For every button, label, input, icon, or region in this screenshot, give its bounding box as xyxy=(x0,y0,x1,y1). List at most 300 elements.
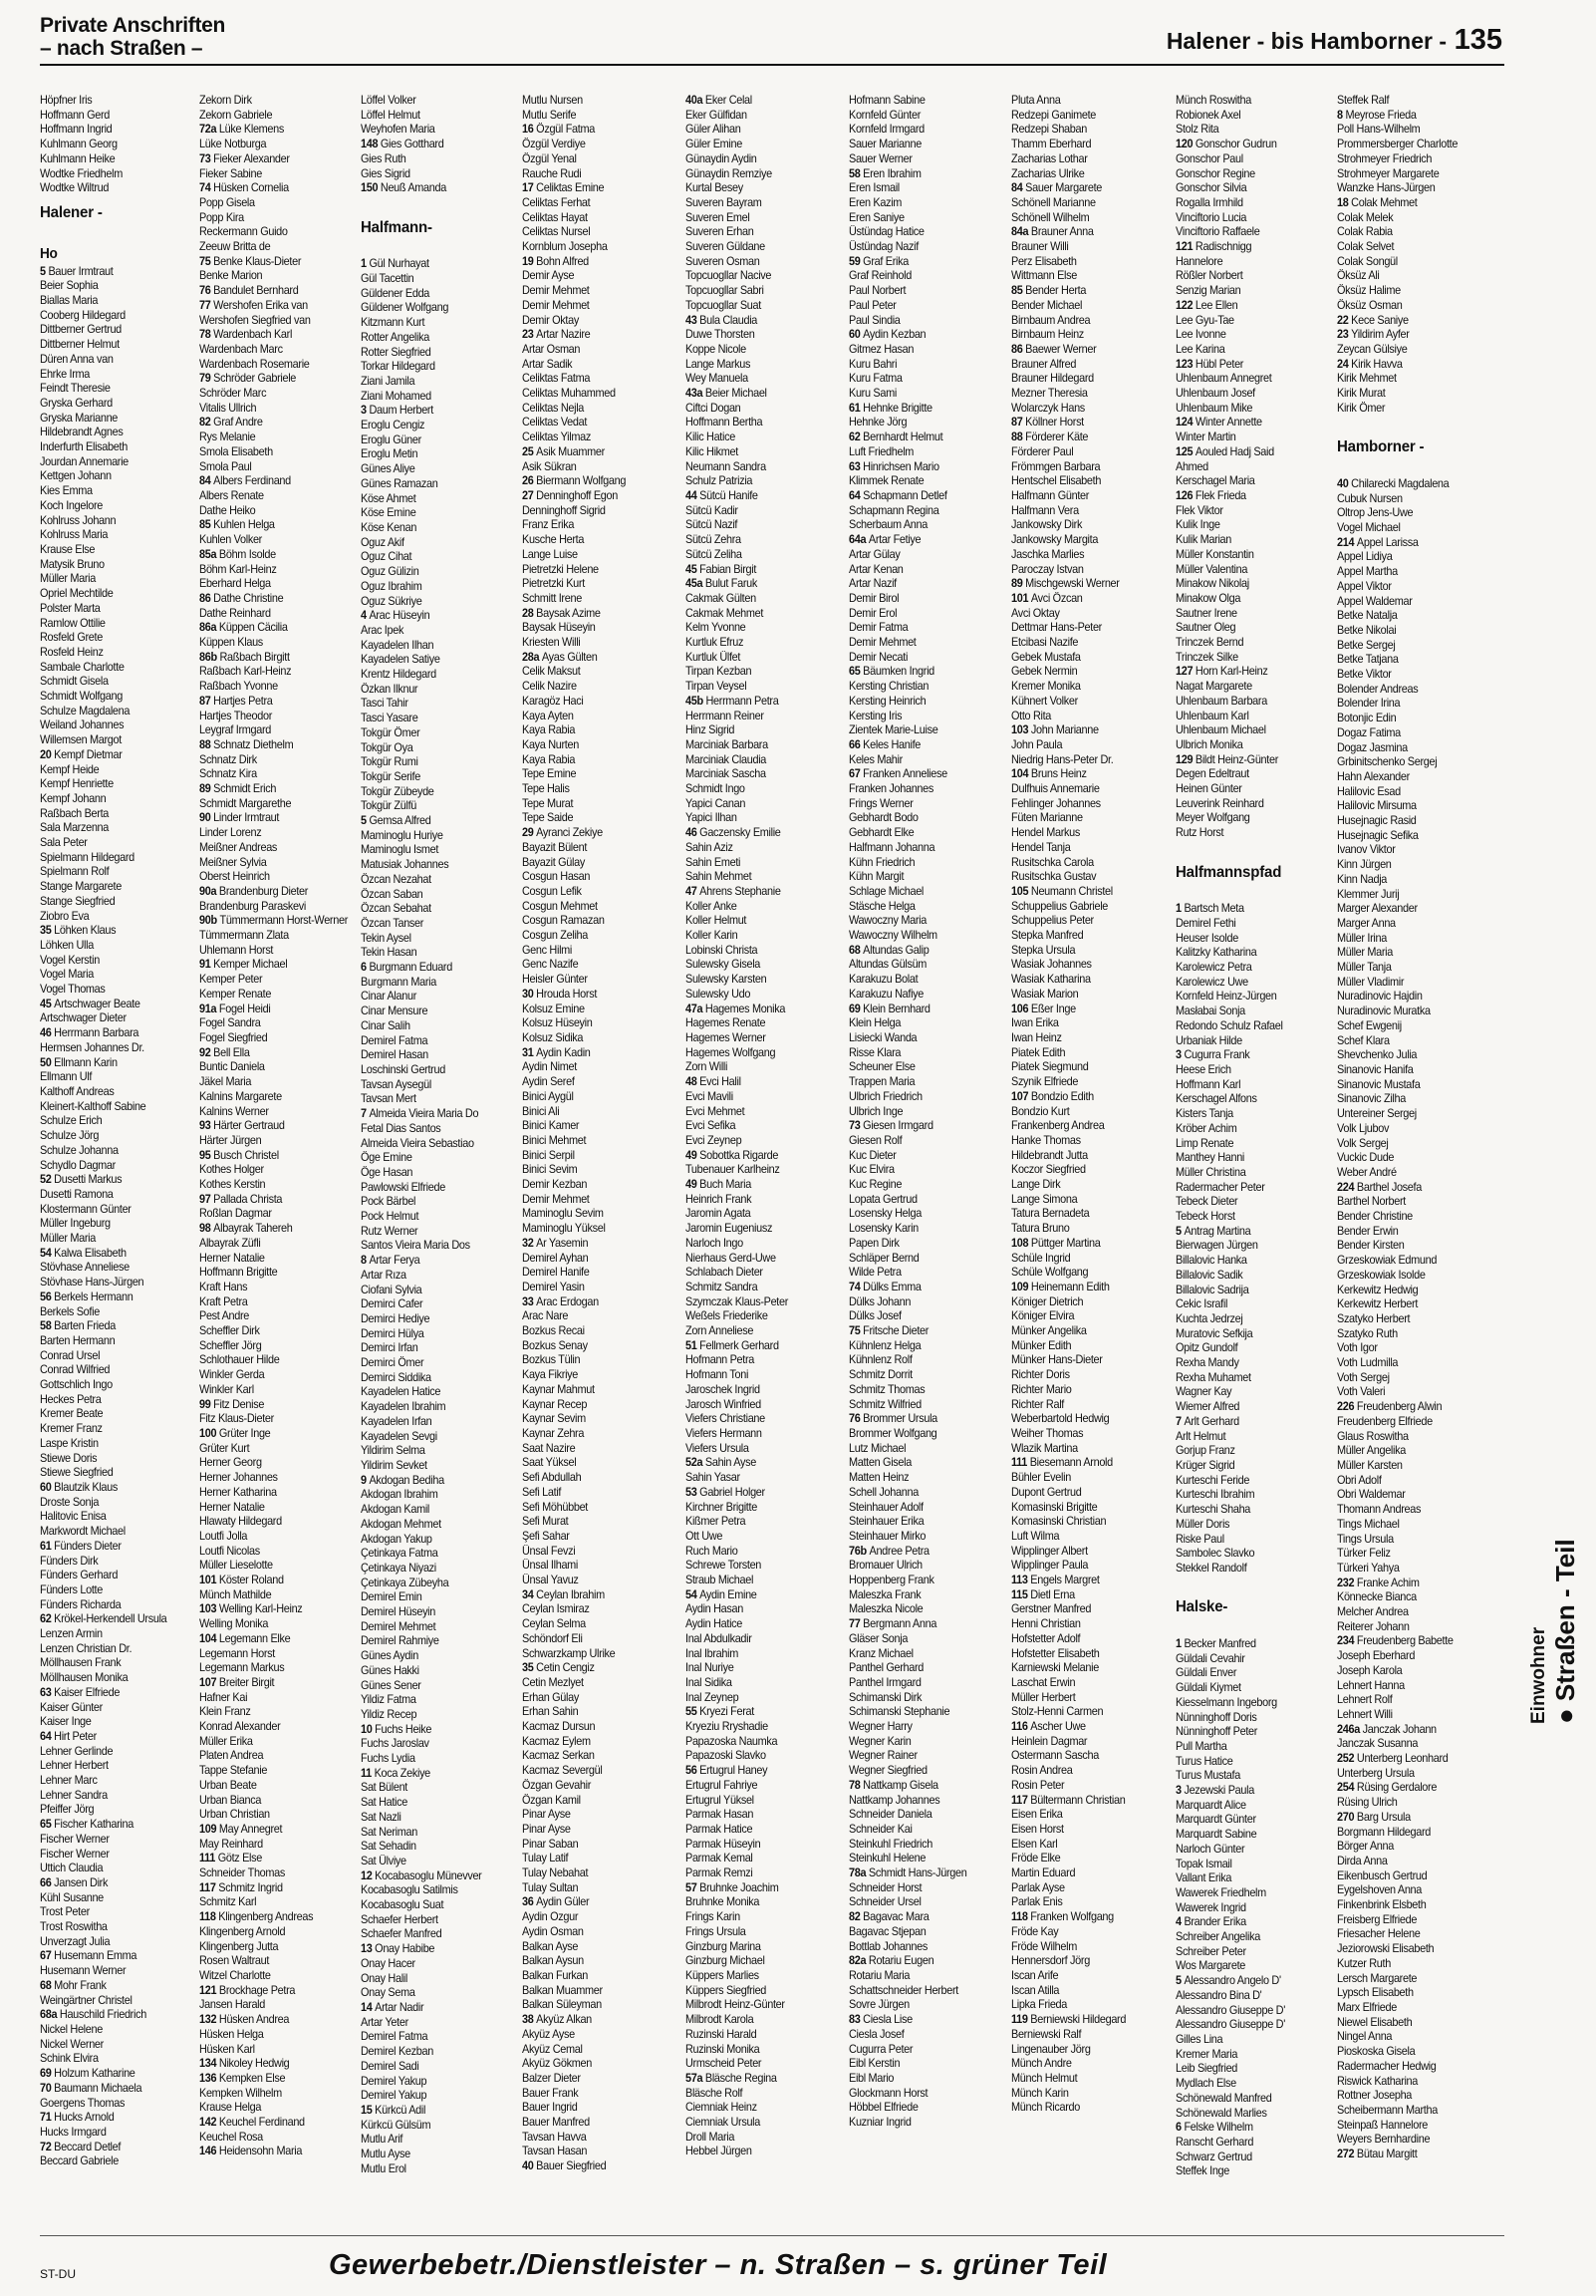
directory-entry: Tirpan Veysel xyxy=(685,680,747,694)
directory-entry: Stolz Rita xyxy=(1176,123,1219,137)
directory-entry: Akyüz Ayse xyxy=(522,2027,575,2041)
directory-entry: 104 Bruns Heinz xyxy=(1011,767,1087,781)
directory-entry: Sulewsky Karsten xyxy=(685,973,767,987)
directory-entry: Höpfner Iris xyxy=(40,94,93,107)
directory-entry: Marquardt Günter xyxy=(1176,1813,1256,1827)
directory-entry: Pest Andre xyxy=(199,1309,250,1323)
directory-entry: Hagemes Renate xyxy=(685,1016,766,1030)
directory-entry: Bruhnke Monika xyxy=(685,1895,760,1909)
directory-entry: Birnbaum Andrea xyxy=(1011,313,1091,327)
directory-entry: Rößler Norbert xyxy=(1176,269,1243,283)
house-number: 10 xyxy=(361,1722,376,1736)
directory-entry: 1 Bartsch Meta xyxy=(1176,902,1244,916)
directory-entry: Steinpaß Hannelore xyxy=(1337,2118,1429,2132)
directory-entry: Betke Tatjana xyxy=(1337,653,1399,667)
directory-entry: Alessandro Giuseppe D' xyxy=(1176,2018,1285,2032)
house-number: 111 xyxy=(1011,1456,1030,1470)
house-number: 85 xyxy=(199,518,214,532)
directory-entry: Kuhlmann Heike xyxy=(40,151,116,165)
directory-entry: Vogel Maria xyxy=(40,968,94,982)
house-number: 101 xyxy=(199,1574,219,1587)
directory-entry: Fünders Gerhard xyxy=(40,1569,119,1582)
directory-entry: Kraft Hans xyxy=(199,1280,248,1293)
side-tab-line2: ● Straßen - Teil xyxy=(1550,1539,1580,1724)
directory-entry: Ahmed xyxy=(1176,459,1208,473)
house-number: 116 xyxy=(1011,1720,1031,1734)
directory-entry: Tatura Bruno xyxy=(1011,1222,1070,1236)
directory-entry: 107 Bondzio Edith xyxy=(1011,1089,1094,1103)
directory-entry: Szymczak Klaus-Peter xyxy=(685,1294,789,1308)
directory-entry: John Paula xyxy=(1011,737,1063,751)
directory-entry: 118 Klingenberg Andreas xyxy=(199,1910,314,1924)
directory-entry: 86 Baewer Werner xyxy=(1011,342,1097,356)
directory-entry: Grbinitschenko Sergej xyxy=(1337,755,1438,769)
directory-entry: Kayadelen Ilhan xyxy=(361,638,434,652)
directory-entry: 60 Blautzik Klaus xyxy=(40,1480,119,1494)
directory-entry: Legemann Horst xyxy=(199,1646,275,1660)
directory-entry: Richter Ralf xyxy=(1011,1397,1064,1411)
directory-entry: Kurtluk Ülfet xyxy=(685,650,741,664)
directory-entry: Conrad Ursel xyxy=(40,1348,101,1362)
directory-entry: 86b Raßbach Birgitt xyxy=(199,650,290,664)
directory-entry: Fünders Dirk xyxy=(40,1554,99,1568)
directory-entry: Ünsal Fevzi xyxy=(522,1544,576,1558)
directory-entry: Narloch Günter xyxy=(1176,1842,1245,1856)
directory-entry: 1 Gül Nurhayat xyxy=(361,257,429,271)
directory-entry: Sahin Aziz xyxy=(685,840,733,854)
directory-entry: Hendel Markus xyxy=(1011,826,1081,840)
directory-entry: Zekorn Gabriele xyxy=(199,108,273,122)
directory-entry: Lisiecki Wanda xyxy=(849,1031,918,1044)
directory-entry: Riske Paul xyxy=(1176,1532,1224,1546)
directory-entry: Komasinski Brigitte xyxy=(1011,1500,1098,1514)
directory-entry: Kuru Sami xyxy=(849,387,897,401)
directory-entry: Wipplinger Albert xyxy=(1011,1544,1088,1558)
directory-entry: Karolewicz Petra xyxy=(1176,961,1252,975)
directory-entry: Ruzinski Harald xyxy=(685,2027,757,2041)
directory-entry: Vallant Erika xyxy=(1176,1871,1232,1885)
directory-entry: Etcibasi Nazife xyxy=(1011,636,1079,650)
directory-entry: 150 Neuß Amanda xyxy=(361,181,446,195)
directory-entry: Kothes Kerstin xyxy=(199,1178,266,1192)
directory-entry: Halitovic Enisa xyxy=(40,1510,107,1524)
directory-entry: Rusitschka Carola xyxy=(1011,855,1094,869)
directory-entry: 93 Härter Gertraud xyxy=(199,1119,285,1133)
directory-entry: Lypsch Elisabeth xyxy=(1337,1986,1414,2000)
directory-entry: 95 Busch Christel xyxy=(199,1148,279,1162)
directory-entry: Balkan Süleyman xyxy=(522,1998,602,2012)
directory-entry: Schef Klara xyxy=(1337,1033,1390,1047)
directory-entry: Topcuogllar Sabri xyxy=(685,284,764,298)
directory-entry: Schröder Marc xyxy=(199,387,267,401)
directory-entry: Güldener Wolfgang xyxy=(361,301,449,315)
directory-entry: Cugurra Peter xyxy=(849,2042,914,2056)
header-line-1: Private Anschriften xyxy=(40,14,226,37)
directory-entry: Nickel Helene xyxy=(40,2023,103,2036)
directory-entry: Bender Kirsten xyxy=(1337,1239,1405,1253)
directory-entry: Piatek Edith xyxy=(1011,1045,1066,1059)
directory-entry: 12 Kocabasoglu Münevver xyxy=(361,1868,482,1882)
directory-entry: Hoffmann Bertha xyxy=(685,416,763,430)
directory-entry: Tokgür Zübeyde xyxy=(361,784,434,798)
directory-entry: Sambolec Slavko xyxy=(1176,1547,1255,1561)
house-number: 61 xyxy=(849,401,864,415)
directory-entry: Özkan Ilknur xyxy=(361,682,418,696)
directory-entry: Legemann Markus xyxy=(199,1661,285,1675)
directory-entry: Schönell Marianne xyxy=(1011,195,1096,209)
directory-entry: 56 Ertugrul Haney xyxy=(685,1764,768,1778)
house-number: 107 xyxy=(199,1675,219,1689)
directory-entry: Kirik Ömer xyxy=(1337,401,1386,415)
directory-entry: Demir Necati xyxy=(849,650,909,664)
directory-entry: Wlazik Martina xyxy=(1011,1441,1078,1455)
directory-entry: Kremer Maria xyxy=(1176,2047,1238,2061)
house-number: 119 xyxy=(1011,2013,1031,2027)
directory-entry: Frömmgen Barbara xyxy=(1011,459,1101,473)
directory-entry: Szynik Elfriede xyxy=(1011,1075,1079,1089)
directory-entry: Laspe Kristin xyxy=(40,1436,99,1450)
directory-entry: 101 Avci Özcan xyxy=(1011,591,1083,605)
house-number: 58 xyxy=(849,166,864,180)
directory-entry: Uhlenbaum Karl xyxy=(1176,709,1249,722)
directory-entry: 61 Hehnke Brigitte xyxy=(849,401,932,415)
directory-entry: Lobinski Christa xyxy=(685,943,758,957)
house-number: 109 xyxy=(1011,1280,1031,1293)
directory-entry: Saat Nazire xyxy=(522,1441,576,1455)
directory-entry: Bozkus Tülin xyxy=(522,1353,581,1367)
directory-entry: Krentz Hildegard xyxy=(361,668,436,682)
directory-entry: Öksüz Ali xyxy=(1337,269,1380,283)
directory-entry: Gebhardt Bodo xyxy=(849,811,919,825)
directory-entry: Brandenburg Paraskevi xyxy=(199,899,306,913)
directory-entry: Sambale Charlotte xyxy=(40,660,125,674)
house-number: 73 xyxy=(199,151,214,165)
directory-entry: Loschinski Gertrud xyxy=(361,1063,445,1076)
house-number: 40 xyxy=(522,2159,537,2173)
directory-entry: 23 Yildirim Ayfer xyxy=(1337,328,1410,342)
directory-entry: Appel Waldemar xyxy=(1337,594,1413,608)
directory-entry: Halfmann Johanna xyxy=(849,840,935,854)
house-number: 84 xyxy=(199,474,214,488)
directory-entry: Çetinkaya Zübeyha xyxy=(361,1576,449,1589)
directory-entry: Kryeziu Rryshadie xyxy=(685,1720,768,1734)
directory-entry: Demirel Kezban xyxy=(361,2045,433,2059)
directory-entry: 232 Franke Achim xyxy=(1337,1576,1420,1589)
directory-entry: 9 Akdogan Bediha xyxy=(361,1473,444,1487)
directory-entry: Tümmermann Zlata xyxy=(199,929,289,943)
directory-entry: 113 Engels Margret xyxy=(1011,1574,1100,1587)
directory-entry: Klein Helga xyxy=(849,1016,902,1030)
directory-entry: Trinczek Bernd xyxy=(1176,636,1244,650)
directory-entry: Küppers Marlies xyxy=(685,1969,759,1982)
directory-entry: Kohlruss Maria xyxy=(40,528,109,542)
directory-entry: 30 Hrouda Horst xyxy=(522,987,598,1001)
directory-entry: Cinar Alanur xyxy=(361,990,417,1004)
directory-entry: Fischer Werner xyxy=(40,1847,110,1861)
directory-entry: Zacharias Ulrike xyxy=(1011,166,1085,180)
directory-entry: Schapmann Regina xyxy=(849,503,939,517)
house-number: 68 xyxy=(40,1978,55,1992)
directory-entry: Höbbel Elfriede xyxy=(849,2101,919,2115)
directory-entry: Kirik Murat xyxy=(1337,387,1386,401)
directory-entry: Sala Peter xyxy=(40,836,88,850)
directory-entry: 246a Janczak Johann xyxy=(1337,1722,1437,1736)
directory-entry: Ruzinski Monika xyxy=(685,2042,760,2056)
directory-entry: Ranscht Gerhard xyxy=(1176,2135,1254,2149)
directory-entry: Schlage Michael xyxy=(849,884,925,898)
directory-entry: Günes Sener xyxy=(361,1678,421,1692)
directory-entry: 58 Barten Frieda xyxy=(40,1319,116,1333)
directory-entry: Szatyko Ruth xyxy=(1337,1326,1398,1340)
directory-entry: Günaydin Aydin xyxy=(685,151,757,165)
page-number: 135 xyxy=(1454,24,1502,56)
directory-entry: Çetinkaya Niyazi xyxy=(361,1561,436,1575)
directory-entry: Halilovic Mirsuma xyxy=(1337,799,1417,813)
directory-entry: Kerschagel Alfons xyxy=(1176,1092,1257,1106)
directory-entry: Evci Sefika xyxy=(685,1119,736,1133)
directory-entry: Pock Bärbel xyxy=(361,1195,416,1209)
house-number: 121 xyxy=(199,1983,219,1997)
house-number: 101 xyxy=(1011,591,1031,605)
directory-entry: 117 Schmitz Ingrid xyxy=(199,1880,283,1894)
house-number: 122 xyxy=(1176,298,1196,312)
house-number: 103 xyxy=(199,1602,219,1616)
directory-entry: Wardenbach Marc xyxy=(199,342,283,356)
directory-entry: Wanzke Hans-Jürgen xyxy=(1337,181,1436,195)
house-number: 49 xyxy=(685,1148,700,1162)
house-number: 234 xyxy=(1337,1634,1357,1648)
house-number: 38 xyxy=(522,2013,537,2027)
directory-entry: Müller Maria xyxy=(40,572,97,586)
directory-entry: Topcuogllar Suat xyxy=(685,298,761,312)
directory-entry: Wilde Petra xyxy=(849,1266,902,1280)
house-number: 7 xyxy=(361,1107,370,1121)
directory-entry: Wodtke Friedhelm xyxy=(40,166,123,180)
directory-entry: 78 Wardenbach Karl xyxy=(199,328,293,342)
street-heading: Halener - xyxy=(40,203,103,221)
directory-entry: Gies Sigrid xyxy=(361,166,410,180)
house-number: 4 xyxy=(1176,1915,1185,1929)
directory-entry: Birnbaum Heinz xyxy=(1011,328,1084,342)
directory-entry: Redzepi Ganimete xyxy=(1011,108,1097,122)
directory-entry: Pluta Anna xyxy=(1011,94,1061,107)
directory-entry: Tubenauer Karlheinz xyxy=(685,1163,780,1177)
directory-entry: Wawerek Ingrid xyxy=(1176,1900,1246,1914)
house-number: 76 xyxy=(199,284,214,298)
house-number: 47 xyxy=(685,884,700,898)
directory-entry: Ünsal Yavuz xyxy=(522,1574,579,1587)
directory-entry: Pawlowski Elfriede xyxy=(361,1180,445,1194)
directory-entry: Kuzniar Ingrid xyxy=(849,2116,912,2130)
directory-entry: Schimanski Stephanie xyxy=(849,1705,950,1719)
directory-entry: Kleinert-Kalthoff Sabine xyxy=(40,1099,146,1113)
directory-entry: Aydin Ozgur xyxy=(522,1910,579,1924)
directory-entry: Lange Simona xyxy=(1011,1192,1078,1206)
directory-entry: 109 Heinemann Edith xyxy=(1011,1280,1110,1293)
directory-entry: Jankowsky Margita xyxy=(1011,533,1099,547)
directory-entry: Günaydin Remziye xyxy=(685,166,772,180)
directory-entry: Ruch Mario xyxy=(685,1544,738,1558)
directory-entry: Kuc Regine xyxy=(849,1178,903,1192)
directory-entry: Tavsan Mert xyxy=(361,1092,416,1106)
directory-entry: Hofstetter Elisabeth xyxy=(1011,1646,1100,1660)
directory-entry: Königer Dietrich xyxy=(1011,1294,1084,1308)
directory-entry: Stange Siegfried xyxy=(40,894,116,908)
directory-entry: Hermsen Johannes Dr. xyxy=(40,1040,144,1054)
directory-entry: Lehner Gerlinde xyxy=(40,1744,114,1758)
house-number: 71 xyxy=(40,2111,55,2125)
directory-entry: Rutz Horst xyxy=(1176,826,1224,840)
directory-entry: Sütcü Zeliha xyxy=(685,547,742,561)
directory-entry: Grzeskowiak Isolde xyxy=(1337,1268,1426,1282)
house-number: 56 xyxy=(40,1290,55,1303)
directory-entry: Schimanski Dirk xyxy=(849,1690,923,1704)
directory-entry: Piatek Siegmund xyxy=(1011,1060,1089,1074)
directory-entry: 76 Brommer Ursula xyxy=(849,1412,937,1426)
directory-entry: Uhlenbaum Josef xyxy=(1176,387,1255,401)
directory-entry: Königer Elvira xyxy=(1011,1309,1075,1323)
directory-entry: Jankowsky Dirk xyxy=(1011,518,1083,532)
directory-entry: Kerschagel Maria xyxy=(1176,474,1255,488)
house-number: 132 xyxy=(199,2013,219,2027)
house-number: 148 xyxy=(361,138,381,151)
house-number: 79 xyxy=(199,372,214,386)
directory-entry: Tings Michael xyxy=(1337,1517,1400,1531)
directory-entry: Spielmann Hildegard xyxy=(40,850,134,864)
directory-entry: Schlothauer Hilde xyxy=(199,1353,280,1367)
house-number: 98 xyxy=(199,1222,214,1236)
house-number: 20 xyxy=(40,747,55,761)
directory-entry: Ziani Mohamed xyxy=(361,389,431,403)
directory-entry: Billalovic Sadrija xyxy=(1176,1283,1249,1296)
directory-entry: Pietretzki Helene xyxy=(522,562,599,576)
directory-entry: Robionek Axel xyxy=(1176,108,1241,122)
directory-entry: Alessandro Giuseppe D' xyxy=(1176,2003,1285,2017)
directory-entry: Fischer Werner xyxy=(40,1832,110,1846)
directory-entry: 25 Asik Muammer xyxy=(522,444,605,458)
directory-entry: 120 Gonschor Gudrun xyxy=(1176,138,1277,151)
directory-entry: Trappen Maria xyxy=(849,1075,916,1089)
directory-entry: Borgmann Hildegard xyxy=(1337,1825,1432,1839)
house-number: 75 xyxy=(199,254,214,268)
directory-entry: Yapici Canan xyxy=(685,796,746,810)
directory-entry: Eren Ismail xyxy=(849,181,900,195)
directory-entry: Türkeri Yahya xyxy=(1337,1561,1400,1575)
house-number: 68a xyxy=(40,2008,60,2022)
directory-entry: Wawerek Friedhelm xyxy=(1176,1885,1266,1899)
directory-entry: 63 Hinrichsen Mario xyxy=(849,459,939,473)
directory-entry: Marquardt Sabine xyxy=(1176,1828,1257,1842)
directory-entry: Tulay Sultan xyxy=(522,1880,579,1894)
directory-entry: 103 Welling Karl-Heinz xyxy=(199,1602,303,1616)
directory-entry: Lehnert Willi xyxy=(1337,1707,1393,1721)
directory-entry: 35 Cetin Cengiz xyxy=(522,1661,595,1675)
directory-entry: Hagemes Werner xyxy=(685,1031,766,1044)
house-number: 72a xyxy=(199,123,219,137)
house-number: 91a xyxy=(199,1002,219,1015)
directory-entry: Tappe Stefanie xyxy=(199,1764,268,1778)
directory-entry: Cinar Salih xyxy=(361,1018,410,1032)
directory-entry: 43 Bula Claudia xyxy=(685,313,758,327)
directory-entry: Günes Aydin xyxy=(361,1649,418,1663)
directory-entry: Frings Werner xyxy=(849,796,914,810)
directory-entry: Hildebrandt Agnes xyxy=(40,426,124,439)
directory-entry: Kaiser Günter xyxy=(40,1700,103,1714)
directory-entry: Steinkuhl Helene xyxy=(849,1852,927,1866)
directory-entry: Graf Reinhold xyxy=(849,269,912,283)
directory-entry: Hofmann Petra xyxy=(685,1353,755,1367)
directory-entry: Scheffler Dirk xyxy=(199,1324,260,1338)
directory-entry: Wiemer Alfred xyxy=(1176,1400,1240,1414)
directory-entry: Oguz Ibrahim xyxy=(361,579,422,593)
directory-entry: Panthel Irmgard xyxy=(849,1675,922,1689)
directory-entry: Kinn Nadja xyxy=(1337,872,1388,886)
directory-entry: Zekorn Dirk xyxy=(199,94,252,107)
house-number: 83 xyxy=(849,2013,864,2027)
directory-entry: Niedrig Hans-Peter Dr. xyxy=(1011,752,1114,766)
directory-entry: 270 Barg Ursula xyxy=(1337,1810,1411,1824)
house-number: 60 xyxy=(40,1480,55,1494)
directory-entry: Raßbach Karl-Heinz xyxy=(199,665,292,679)
directory-entry: Müller Lieselotte xyxy=(199,1559,273,1573)
directory-entry: Celiktas Muhammed xyxy=(522,387,616,401)
directory-entry: 122 Lee Ellen xyxy=(1176,298,1238,312)
directory-entry: Ulbrich Monika xyxy=(1176,737,1243,751)
directory-entry: Vinciftorio Lucia xyxy=(1176,210,1247,224)
directory-entry: Laschat Erwin xyxy=(1011,1675,1076,1689)
spacer xyxy=(1176,888,1325,903)
directory-entry: Paul Peter xyxy=(849,298,897,312)
house-number: 63 xyxy=(40,1685,55,1699)
house-number: 29 xyxy=(522,826,537,840)
directory-entry: Betke Sergej xyxy=(1337,638,1396,652)
spacer xyxy=(1176,1577,1325,1591)
directory-entry: Schöndorf Eli xyxy=(522,1631,583,1645)
directory-entry: Köse Ahmet xyxy=(361,491,416,505)
directory-entry: 70 Baumann Michaela xyxy=(40,2081,142,2095)
directory-entry: Wershofen Siegfried van xyxy=(199,313,311,327)
directory-entry: 59 Graf Erika xyxy=(849,254,909,268)
directory-entry: Sulewsky Gisela xyxy=(685,958,761,972)
house-number: 93 xyxy=(199,1119,214,1133)
directory-entry: Schönell Wilhelm xyxy=(1011,210,1090,224)
directory-entry: 119 Berniewski Hildegard xyxy=(1011,2013,1127,2027)
directory-entry: Demir Erol xyxy=(849,606,898,620)
directory-entry: 92 Bell Ella xyxy=(199,1045,250,1059)
directory-entry: Yildiz Fatma xyxy=(361,1693,416,1707)
directory-entry: Reiterer Johann xyxy=(1337,1619,1410,1633)
house-number: 111 xyxy=(199,1852,218,1866)
directory-entry: Weyhofen Maria xyxy=(361,123,435,137)
directory-entry: Nierhaus Gerd-Uwe xyxy=(685,1251,776,1265)
directory-entry: 6 Burgmann Eduard xyxy=(361,961,452,975)
directory-entry: 46 Herrmann Barbara xyxy=(40,1026,139,1040)
house-number: 28a xyxy=(522,650,542,664)
directory-entry: Kemper Renate xyxy=(199,987,272,1001)
directory-entry: Hoffmann Ingrid xyxy=(40,123,113,137)
directory-entry: Demir Ayse xyxy=(522,269,575,283)
house-number: 82 xyxy=(849,1910,864,1924)
directory-entry: Schüle Ingrid xyxy=(1011,1251,1071,1265)
house-number: 15 xyxy=(361,2103,376,2117)
directory-entry: Kisters Tanja xyxy=(1176,1107,1233,1121)
house-number: 40a xyxy=(685,94,705,107)
directory-entry: Smola Elisabeth xyxy=(199,444,273,458)
directory-entry: 64a Artar Fetiye xyxy=(849,533,922,547)
house-number: 90b xyxy=(199,914,220,928)
directory-entry: Münch Karin xyxy=(1011,2086,1069,2100)
directory-entry: Sinanovic Mustafa xyxy=(1337,1077,1421,1091)
